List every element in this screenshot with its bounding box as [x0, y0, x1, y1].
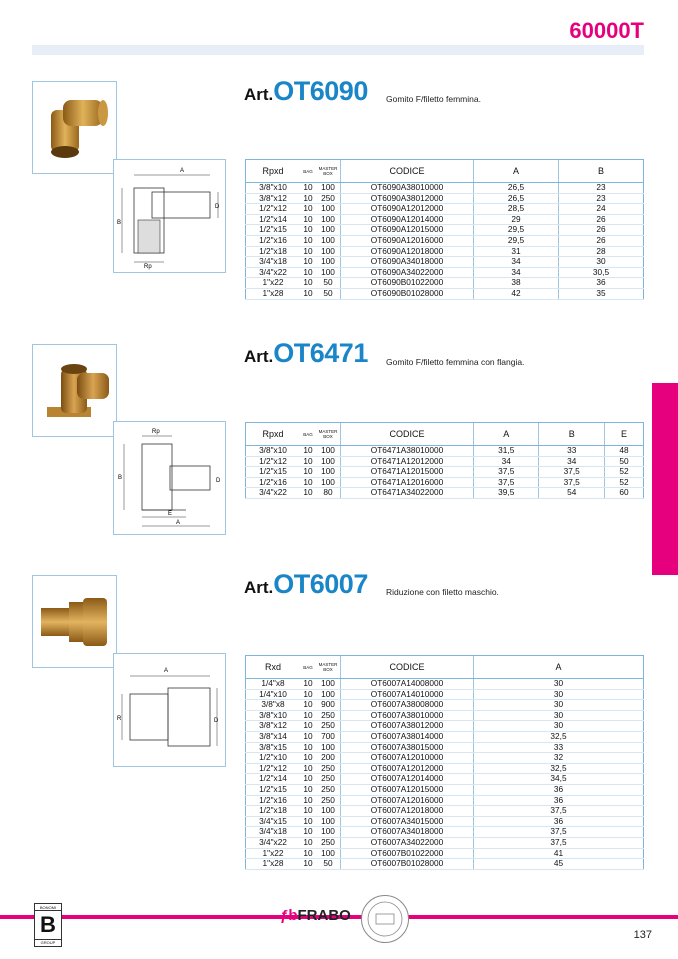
table-cell: OT6090A38012000	[341, 193, 474, 204]
article-prefix: Art.	[244, 85, 274, 104]
table-cell: 250	[316, 710, 341, 721]
table-cell: 52	[604, 467, 643, 478]
table-cell: 1/2"x15	[246, 784, 301, 795]
table-row	[246, 731, 644, 742]
table-cell: OT6007A38015000	[341, 742, 474, 753]
drawing-label: Rp	[152, 429, 160, 435]
table-cell: 10	[300, 193, 316, 204]
table-cell: OT6471A12015000	[341, 467, 474, 478]
table-cell: 100	[316, 467, 341, 478]
table-cell: 30	[474, 710, 644, 721]
header-bar	[32, 45, 644, 55]
table-cell: 250	[316, 193, 341, 204]
table-cell: OT6090A12015000	[341, 225, 474, 236]
table-cell: 34	[474, 456, 539, 467]
table-cell: 10	[300, 710, 316, 721]
article-code: OT6090	[273, 76, 368, 106]
table-cell: 37,5	[539, 477, 604, 488]
table-cell: 36	[474, 816, 644, 827]
product-photo-ot6090	[32, 81, 117, 174]
table-cell: 250	[316, 763, 341, 774]
table-cell: 41	[474, 848, 644, 859]
table-cell: 34	[474, 257, 559, 268]
table-cell: 28	[559, 246, 644, 257]
table-cell: 3/4"x22	[246, 488, 301, 499]
table-cell: OT6007A12016000	[341, 795, 474, 806]
table-cell: 1/2"x14	[246, 774, 301, 785]
technical-drawing-ot6090	[113, 159, 226, 273]
table-cell: OT6090A34022000	[341, 267, 474, 278]
table-row	[246, 246, 644, 257]
table-cell: 1/2"x15	[246, 467, 301, 478]
table-cell: 29,5	[474, 235, 559, 246]
table-cell: 3/4"x18	[246, 827, 301, 838]
table-cell: 48	[604, 446, 643, 457]
table-cell: 100	[316, 742, 341, 753]
table-cell: 10	[300, 246, 316, 257]
table-cell: 3/8"x14	[246, 731, 301, 742]
table-cell: 10	[300, 848, 316, 859]
page-number: 137	[633, 929, 652, 941]
drawing-label: A	[176, 520, 181, 526]
drawing-label: B	[117, 220, 122, 226]
table-cell: OT6471A12012000	[341, 456, 474, 467]
table-row	[246, 710, 644, 721]
table-cell: 100	[316, 827, 341, 838]
table-row	[246, 848, 644, 859]
table-cell: OT6090B01022000	[341, 278, 474, 289]
table-cell: OT6007A34015000	[341, 816, 474, 827]
table-cell: 1"x22	[246, 848, 301, 859]
table-cell: OT6090A12016000	[341, 235, 474, 246]
table-cell: 32,5	[474, 763, 644, 774]
article-code: OT6471	[273, 338, 368, 368]
table-row	[246, 267, 644, 278]
table-cell: 42	[474, 288, 559, 299]
table-cell: OT6007A14010000	[341, 689, 474, 700]
table-cell: 10	[300, 278, 316, 289]
table-cell: 80	[316, 488, 341, 499]
table-cell: 30	[474, 679, 644, 690]
table-cell: 700	[316, 731, 341, 742]
table-row	[246, 278, 644, 289]
table-cell: 10	[300, 183, 316, 194]
table-cell: 45	[474, 859, 644, 870]
table-cell: 3/8"x10	[246, 710, 301, 721]
table-cell: 1/2"x12	[246, 204, 301, 215]
table-cell: 37,5	[474, 837, 644, 848]
table-row	[246, 183, 644, 194]
table-cell: OT6090A12012000	[341, 204, 474, 215]
table-cell: 100	[316, 689, 341, 700]
table-cell: 1/2"x15	[246, 225, 301, 236]
table-cell: 250	[316, 837, 341, 848]
article-prefix: Art.	[244, 347, 274, 366]
table-cell: 100	[316, 816, 341, 827]
table-cell: 3/4"x15	[246, 816, 301, 827]
table-cell: 50	[604, 456, 643, 467]
table-cell: OT6007B01022000	[341, 848, 474, 859]
table-row	[246, 795, 644, 806]
table-cell: 10	[300, 235, 316, 246]
technical-drawing-ot6471	[113, 421, 226, 535]
table-cell: 100	[316, 456, 341, 467]
drawing-label: A	[164, 668, 169, 674]
table-cell: 100	[316, 183, 341, 194]
table-cell: 10	[300, 784, 316, 795]
table-cell: 10	[300, 204, 316, 215]
table-cell: 10	[300, 806, 316, 817]
table-cell: OT6471A12016000	[341, 477, 474, 488]
table-cell: 10	[300, 827, 316, 838]
table-cell: 33	[474, 742, 644, 753]
table-row	[246, 488, 644, 499]
table-cell: 39,5	[474, 488, 539, 499]
table-row	[246, 700, 644, 711]
article-title-ot6090	[244, 76, 368, 107]
table-cell: 1/2"x18	[246, 806, 301, 817]
frabo-logo: ƒbFRABO	[280, 907, 351, 924]
table-cell: 10	[300, 816, 316, 827]
table-cell: 10	[300, 267, 316, 278]
table-cell: 32	[474, 753, 644, 764]
table-cell: 60	[604, 488, 643, 499]
table-row	[246, 477, 644, 488]
table-row	[246, 204, 644, 215]
table-cell: 10	[300, 795, 316, 806]
drawing-label: Rp	[144, 264, 152, 270]
table-cell: OT6007A12014000	[341, 774, 474, 785]
table-cell: OT6007A12018000	[341, 806, 474, 817]
table-cell: 37,5	[539, 467, 604, 478]
table-cell: 10	[300, 837, 316, 848]
table-cell: 3/8"x10	[246, 446, 301, 457]
table-cell: 1"x22	[246, 278, 301, 289]
table-cell: 1/2"x16	[246, 477, 301, 488]
table-cell: 3/4"x22	[246, 837, 301, 848]
table-cell: OT6007A12015000	[341, 784, 474, 795]
table-cell: 3/8"x15	[246, 742, 301, 753]
section-side-tab	[652, 383, 678, 575]
article-prefix: Art.	[244, 578, 274, 597]
table-cell: OT6007A38008000	[341, 700, 474, 711]
drawing-label: D	[216, 478, 221, 484]
table-cell: 36	[559, 278, 644, 289]
article-title-ot6471	[244, 338, 368, 369]
table-cell: 3/8"x12	[246, 721, 301, 732]
table-cell: 100	[316, 214, 341, 225]
table-cell: 10	[300, 446, 316, 457]
table-cell: 3/8"x10	[246, 183, 301, 194]
table-cell: OT6007A34018000	[341, 827, 474, 838]
table-cell: 29,5	[474, 225, 559, 236]
table-cell: 10	[300, 859, 316, 870]
table-cell: 250	[316, 784, 341, 795]
drawing-label: B	[118, 475, 123, 481]
table-row	[246, 214, 644, 225]
drawing-label: R	[117, 716, 122, 722]
table-cell: 250	[316, 795, 341, 806]
table-cell: 31,5	[474, 446, 539, 457]
table-cell: OT6007B01028000	[341, 859, 474, 870]
table-cell: 10	[300, 742, 316, 753]
table-row	[246, 816, 644, 827]
table-cell: 100	[316, 204, 341, 215]
table-cell: 50	[316, 278, 341, 289]
table-row	[246, 806, 644, 817]
table-row	[246, 742, 644, 753]
table-cell: 100	[316, 679, 341, 690]
table-cell: 24	[559, 204, 644, 215]
table-cell: 52	[604, 477, 643, 488]
table-cell: 1/2"x12	[246, 456, 301, 467]
table-cell: OT6007A34022000	[341, 837, 474, 848]
table-cell: OT6471A38010000	[341, 446, 474, 457]
table-cell: 100	[316, 267, 341, 278]
table-cell: 32,5	[474, 731, 644, 742]
table-cell: 34	[539, 456, 604, 467]
table-cell: 31	[474, 246, 559, 257]
table-cell: 30	[474, 700, 644, 711]
table-row	[246, 689, 644, 700]
table-cell: 1/2"x14	[246, 214, 301, 225]
table-cell: 100	[316, 806, 341, 817]
table-row	[246, 193, 644, 204]
table-cell: 900	[316, 700, 341, 711]
table-row	[246, 467, 644, 478]
table-cell: 100	[316, 225, 341, 236]
table-row	[246, 763, 644, 774]
table-cell: 3/4"x22	[246, 267, 301, 278]
product-photo-ot6471	[32, 344, 117, 437]
table-cell: 30	[559, 257, 644, 268]
article-title-ot6007	[244, 569, 368, 600]
table-cell: 3/4"x18	[246, 257, 301, 268]
table-cell: 100	[316, 257, 341, 268]
table-cell: 50	[316, 288, 341, 299]
table-cell: 30	[474, 689, 644, 700]
table-cell: OT6090A38010000	[341, 183, 474, 194]
table-cell: OT6007A38014000	[341, 731, 474, 742]
table-cell: 1/4"x8	[246, 679, 301, 690]
table-cell: 10	[300, 467, 316, 478]
table-cell: 100	[316, 848, 341, 859]
table-row	[246, 288, 644, 299]
series-title: 60000T	[569, 18, 644, 43]
table-row	[246, 679, 644, 690]
table-row	[246, 225, 644, 236]
table-cell: 35	[559, 288, 644, 299]
table-cell: OT6007A14008000	[341, 679, 474, 690]
table-cell: 30,5	[559, 267, 644, 278]
table-cell: 23	[559, 193, 644, 204]
table-cell: 26	[559, 225, 644, 236]
table-cell: 1/2"x16	[246, 795, 301, 806]
table-cell: OT6471A34022000	[341, 488, 474, 499]
table-cell: 1"x28	[246, 859, 301, 870]
table-row	[246, 257, 644, 268]
drawing-label: D	[214, 718, 219, 724]
table-cell: 1/4"x10	[246, 689, 301, 700]
table-row	[246, 456, 644, 467]
drawing-label: E	[168, 511, 173, 517]
table-cell: 10	[300, 689, 316, 700]
table-row	[246, 753, 644, 764]
table-row	[246, 721, 644, 732]
table-cell: 33	[539, 446, 604, 457]
table-cell: 37,5	[474, 467, 539, 478]
table-cell: 10	[300, 753, 316, 764]
table-row	[246, 446, 644, 457]
table-cell: 37,5	[474, 827, 644, 838]
table-cell: 100	[316, 235, 341, 246]
table-cell: 23	[559, 183, 644, 194]
article-description: Gomito F/filetto femmina.	[386, 94, 481, 104]
table-cell: 100	[316, 246, 341, 257]
table-cell: OT6007A12010000	[341, 753, 474, 764]
table-cell: OT6090A34018000	[341, 257, 474, 268]
drawing-label: D	[215, 204, 220, 210]
table-cell: 10	[300, 225, 316, 236]
table-cell: OT6007A12012000	[341, 763, 474, 774]
table-row	[246, 235, 644, 246]
drawing-label: A	[180, 168, 185, 174]
product-photo-ot6007	[32, 575, 117, 668]
table-cell: 34	[474, 267, 559, 278]
table-cell: 10	[300, 257, 316, 268]
table-cell: OT6007A38012000	[341, 721, 474, 732]
table-cell: 10	[300, 288, 316, 299]
table-cell: 3/8"x8	[246, 700, 301, 711]
table-cell: 10	[300, 700, 316, 711]
table-cell: OT6090A12018000	[341, 246, 474, 257]
certification-seal	[361, 895, 409, 943]
table-cell: OT6090B01028000	[341, 288, 474, 299]
bonomi-group-logo: BONOMI B GROUP	[34, 903, 62, 947]
table-cell: OT6007A38010000	[341, 710, 474, 721]
table-cell: 100	[316, 477, 341, 488]
table-row	[246, 784, 644, 795]
table-row	[246, 827, 644, 838]
spec-table-ot6090: Rpxd BAG MASTER BOX CODICE A B 3/8"x10 10 100 OT6090A38010000 26,5 23 3/8"x12 10 250 OT6090A38012000 26,5 23 1/2"x12 10 100 OT6090A12012000 28,5 24 1/2"x14 10 100 OT6090A12014000 29 26 1/2"x15 10 100 OT6090A12015000 29,5 26 1/2"x16 10 100 OT6090A12016000 29,5 26 1/2"x18 10 100 OT6090A12018000 31 28 3/4"x18 10 100 OT6090A34018000 34 30 3/4"x22 10 100 OT6090A34022000 34 30,5 1"x22 10 50 OT6090B01022000 38 36 1"x28 10 50 OT6090B01028000 42 35	[245, 159, 644, 300]
table-cell: 26,5	[474, 193, 559, 204]
table-cell: 250	[316, 721, 341, 732]
table-cell: 1"x28	[246, 288, 301, 299]
table-cell: 10	[300, 731, 316, 742]
spec-table-ot6007: Rxd BAG MASTER BOX CODICE A 1/4"x8 10 100 OT6007A14008000 30 1/4"x10 10 100 OT6007A14010000 30 3/8"x8 10 900 OT6007A38008000 30 3/8"x10 10 250 OT6007A38010000 30 3/8"x12 10 250 OT6007A38012000 30 3/8"x14 10 700 OT6007A38014000 32,5 3/8"x15 10 100 OT6007A38015000 33 1/2"x10 10 200 OT6007A12010000 32 1/2"x12 10 250 OT6007A12012000 32,5 1/2"x14 10 250 OT6007A12014000 34,5 1/2"x15 10 250 OT6007A12015000 36 1/2"x16 10 250 OT6007A12016000 36 1/2"x18 10 100 OT6007A12018000 37,5 3/4"x15 10 100 OT6007A34015000 36 3/4"x18 10 100 OT6007A34018000 37,5 3/4"x22 10 250 OT6007A34022000 37,5 1"x22 10 100 OT6007B01022000 41 1"x28 10 50 OT6007B01028000 45	[245, 655, 644, 870]
table-cell: 29	[474, 214, 559, 225]
table-cell: 26	[559, 214, 644, 225]
table-cell: 34,5	[474, 774, 644, 785]
table-cell: 1/2"x18	[246, 246, 301, 257]
article-description: Riduzione con filetto maschio.	[386, 587, 499, 597]
table-cell: 10	[300, 488, 316, 499]
table-cell: 1/2"x12	[246, 763, 301, 774]
spec-table-ot6471: Rpxd BAG MASTER BOX CODICE A B E 3/8"x10 10 100 OT6471A38010000 31,5 33 48 1/2"x12 10 100 OT6471A12012000 34 34 50 1/2"x15 10 100 OT6471A12015000 37,5 37,5 52 1/2"x16 10 100 OT6471A12016000 37,5 37,5 52 3/4"x22 10 80 OT6471A34022000 39,5 54 60	[245, 422, 644, 499]
table-row	[246, 859, 644, 870]
article-code: OT6007	[273, 569, 368, 599]
table-cell: 10	[300, 721, 316, 732]
table-cell: 10	[300, 679, 316, 690]
table-cell: 10	[300, 763, 316, 774]
table-cell: 100	[316, 446, 341, 457]
table-cell: 26,5	[474, 183, 559, 194]
table-row	[246, 837, 644, 848]
table-cell: 1/2"x10	[246, 753, 301, 764]
table-cell: 26	[559, 235, 644, 246]
table-cell: 10	[300, 456, 316, 467]
table-cell: 30	[474, 721, 644, 732]
technical-drawing-ot6007	[113, 653, 226, 767]
table-cell: 54	[539, 488, 604, 499]
table-cell: 10	[300, 477, 316, 488]
table-cell: 28,5	[474, 204, 559, 215]
table-cell: 37,5	[474, 806, 644, 817]
table-cell: 37,5	[474, 477, 539, 488]
table-cell: 10	[300, 774, 316, 785]
table-cell: 250	[316, 774, 341, 785]
table-cell: 50	[316, 859, 341, 870]
table-cell: 36	[474, 784, 644, 795]
table-cell: 10	[300, 214, 316, 225]
table-row	[246, 774, 644, 785]
table-cell: 36	[474, 795, 644, 806]
table-cell: OT6090A12014000	[341, 214, 474, 225]
article-description: Gomito F/filetto femmina con flangia.	[386, 357, 525, 367]
table-cell: 3/8"x12	[246, 193, 301, 204]
table-cell: 1/2"x16	[246, 235, 301, 246]
table-cell: 200	[316, 753, 341, 764]
table-cell: 38	[474, 278, 559, 289]
